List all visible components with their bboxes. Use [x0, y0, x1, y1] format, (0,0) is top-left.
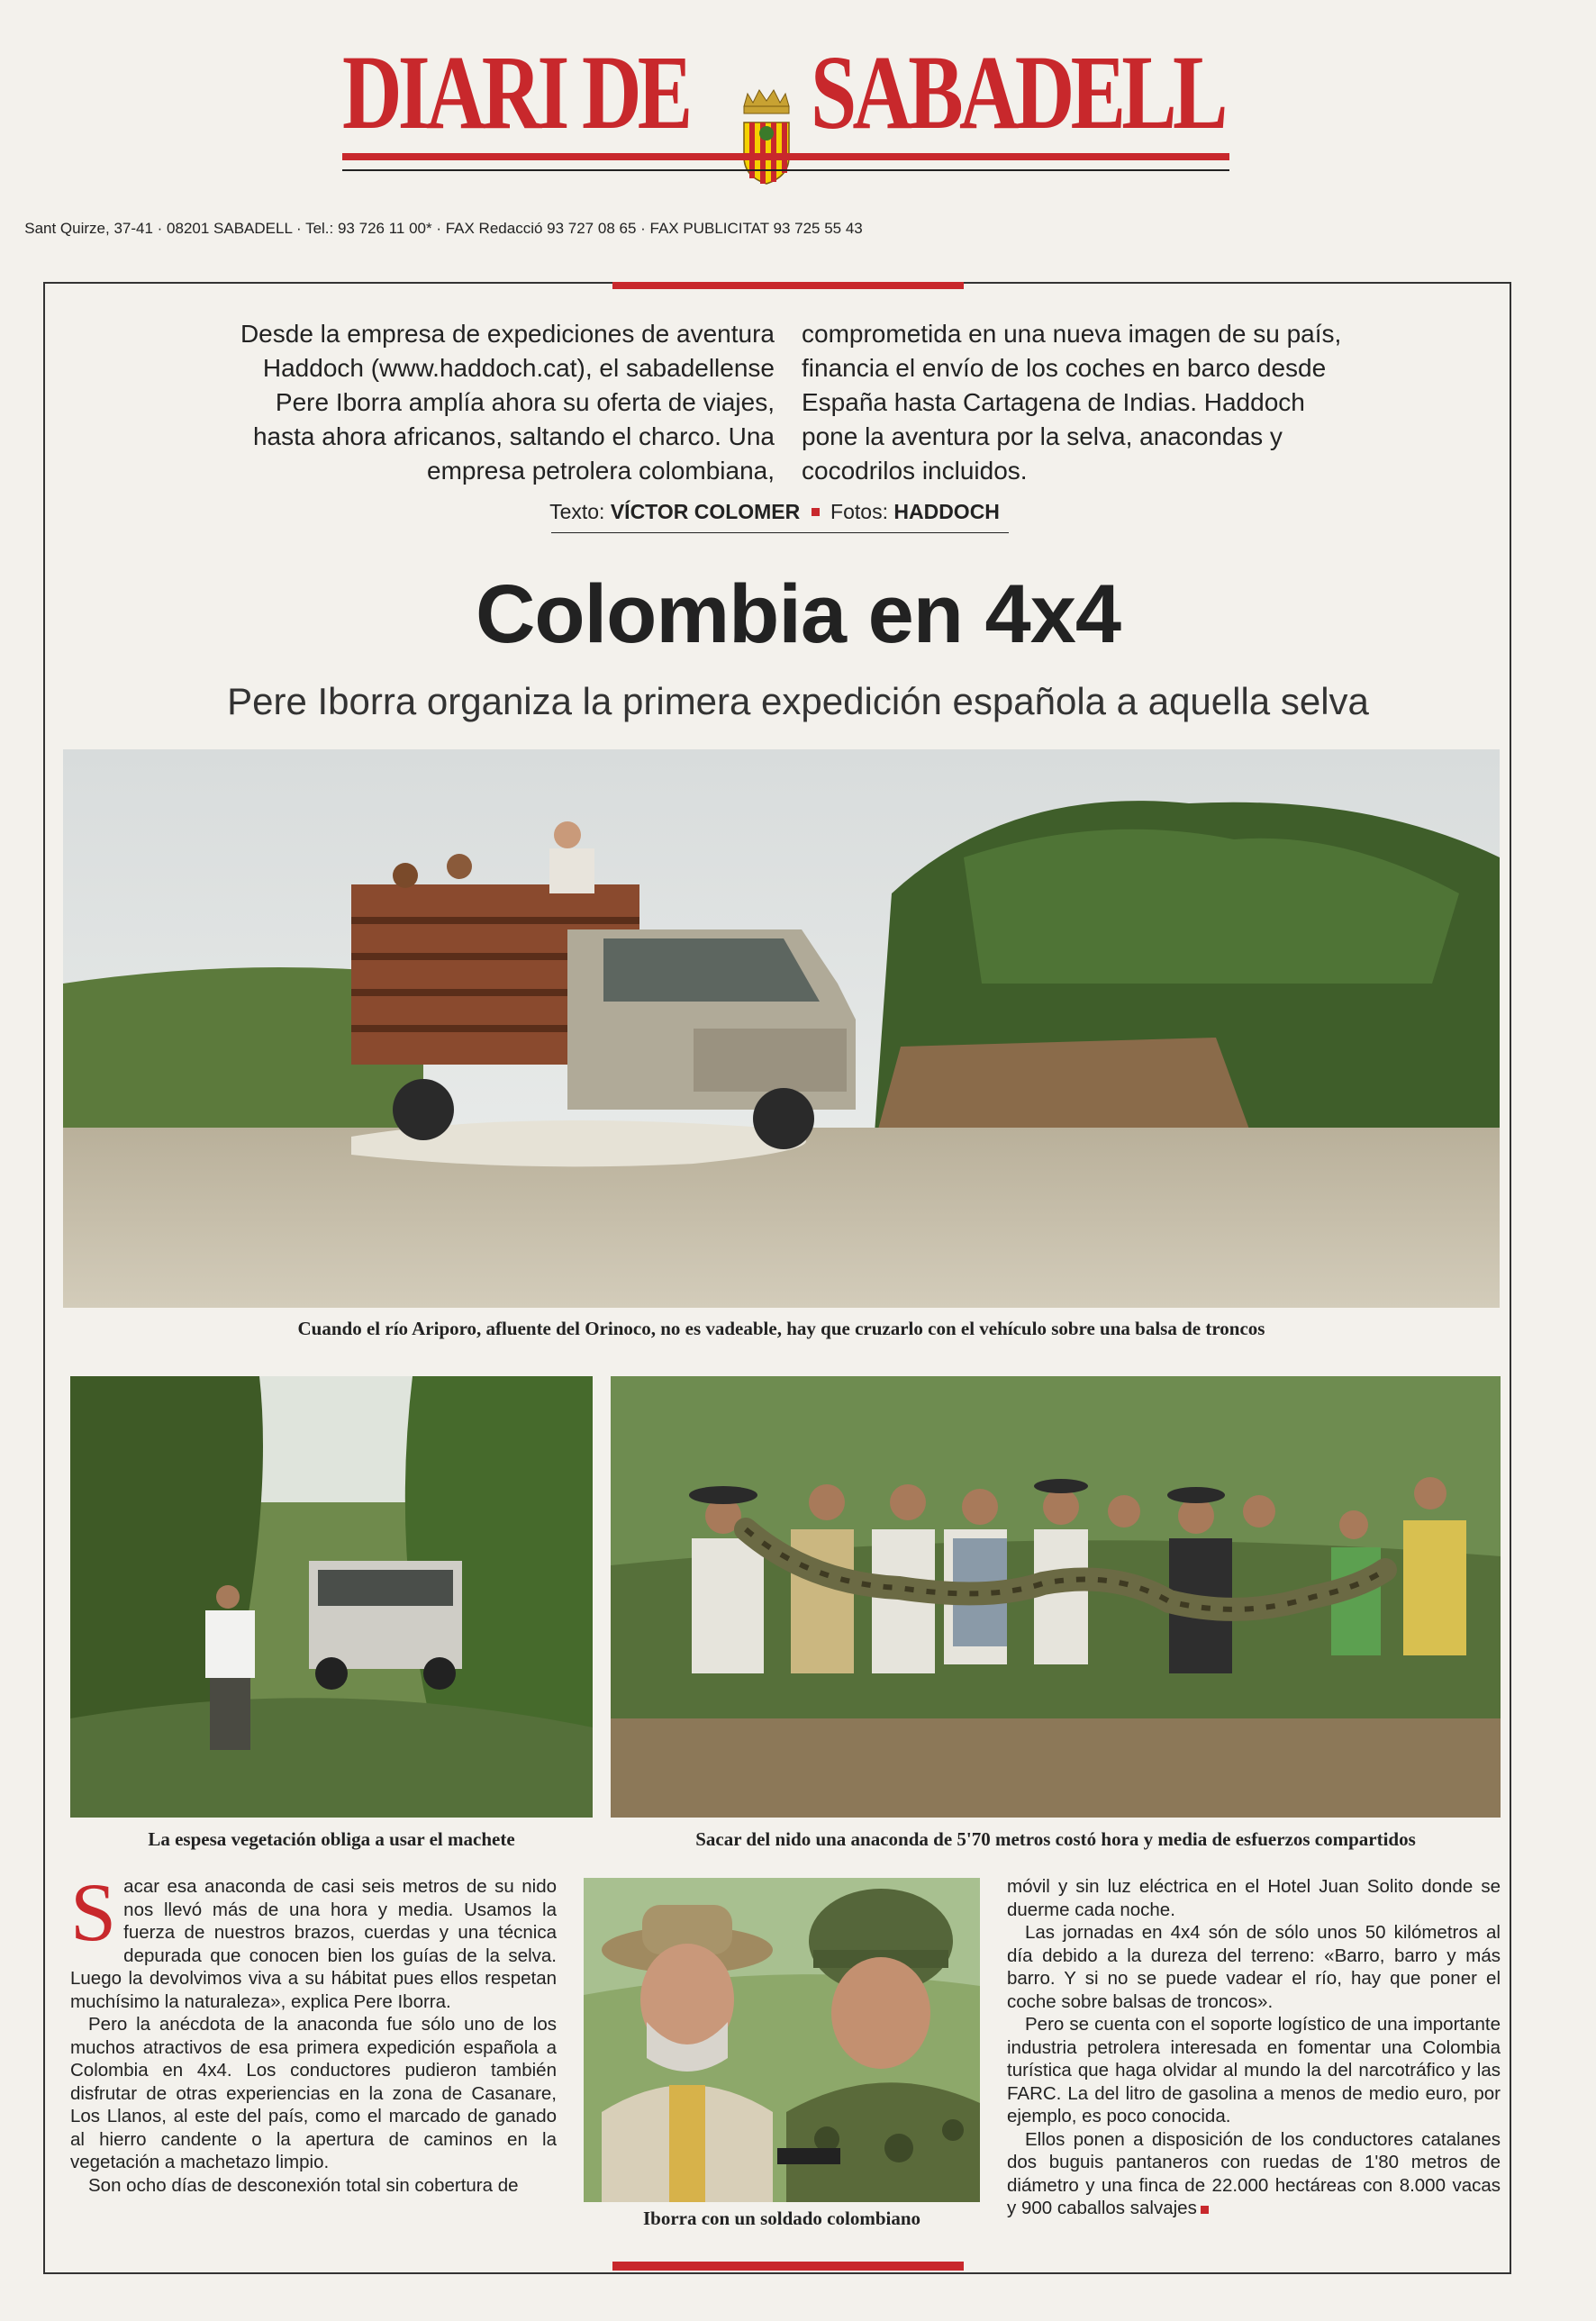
paragraph-text: Ellos ponen a disposición de los conductores catalanes dos buguis pantaneros con ruedas de 1'80 metros de diámetro y una finca de 22.000 hectáreas con 8.000 vacas y 900 caballos salvajes: [1007, 2128, 1501, 2218]
paragraph: Las jornadas en 4x4 són de sólo unos 50 kilómetros al día debido a la dureza del terreno: «Barro, barro y más barro. Y si no se puede vadear el río, hay que poner el coche sobre balsas de troncos».: [1007, 1922, 1501, 2012]
logo-word-diari-de: DIARI DE: [342, 33, 689, 151]
intro-column-right: comprometida en una nueva imagen de su país, financia el envío de los coches en barco desde España hasta Cartagena de Indias. Haddoch pone la aventura por la selva, anacondas y cocodrilos incluidos.: [802, 320, 1342, 485]
paragraph: Pero se cuenta con el soporte logístico de una importante industria petrolera interesada en fomentar una Colombia turística que haga olvidar al mundo la del narcotráfico y las FARC. La del litro de gasolina a menos de medio euro, por ejemplo, es poco conocida.: [1007, 2014, 1501, 2126]
frame-bottom-accent: [612, 2262, 964, 2271]
article-body-left: [70, 1866, 557, 2197]
logo-word-sabadell: SABADELL: [811, 33, 1224, 151]
photo-dense-vegetation: [70, 1376, 593, 1818]
text-credit-label: Texto:: [549, 500, 605, 523]
caption-dense-vegetation: La espesa vegetación obliga a usar el machete: [148, 1828, 515, 1850]
subheadline: Pere Iborra organiza la primera expedición española a aquella selva: [227, 680, 1369, 722]
photo-credit-author: HADDOCH: [893, 500, 1000, 523]
paragraph: Pero la anécdota de la anaconda fue sólo uno de los muchos atractivos de esa primera expedición española a Colombia en 4x4. Los conductores pudieron también disfrutar de otras experiencias en la zona de Casanare, Los Llanos, al este del país, como el marcado de ganado al hierro candente o la apertura de caminos en la vegetación a machetazo limpio.: [70, 2014, 557, 2172]
caption-river-crossing: Cuando el río Ariporo, afluente del Orinoco, no es vadeable, hay que cruzarlo con el vehículo sobre una balsa de troncos: [297, 1318, 1265, 1339]
text-credit-author: VÍCTOR COLOMER: [610, 500, 801, 523]
end-mark-icon: [1201, 2206, 1209, 2214]
caption-anaconda-capture: Sacar del nido una anaconda de 5'70 metros costó hora y media de esfuerzos compartidos: [695, 1828, 1416, 1850]
paragraph: [1007, 2128, 1501, 2220]
intro-column-left: Desde la empresa de expediciones de aventura Haddoch (www.haddoch.cat), el sabadellense Pere Iborra amplía ahora su oferta de viajes, hasta ahora africanos, saltando el charco. Una empresa petrolera colombiana,: [240, 320, 775, 485]
contact-address: Sant Quirze, 37-41 · 08201 SABADELL · Tel.: 93 726 11 00* · FAX Redacció 93 727 08 65 · FAX PUBLICITAT 93 725 55 43: [24, 220, 863, 237]
byline-separator-icon: [812, 508, 820, 516]
photo-credit-label: Fotos:: [830, 500, 888, 523]
paragraph: [70, 1866, 557, 2013]
headline: Colombia en 4x4: [475, 568, 1121, 660]
paragraph: móvil y sin luz eléctrica en el Hotel Juan Solito donde se duerme cada noche.: [1007, 1876, 1501, 1920]
article-body-right: [1007, 1875, 1501, 2220]
byline-rule: [551, 532, 1009, 533]
masthead-red-rule: [342, 153, 1229, 160]
byline: [540, 500, 1009, 524]
paragraph-text: acar esa anaconda de casi seis metros de su nido nos llevó más de una hora y media. Usamos la fuerza de nuestros brazos, cuerdas y una técnica depurada que conocen bien los guías de la selva. Luego la devolvimos viva a su hábitat pues ellos respetan muchísimo la naturaleza», explica Pere Iborra.: [70, 1876, 557, 2012]
paragraph: Son ocho días de desconexión total sin cobertura de: [88, 2174, 519, 2196]
photo-iborra-soldier: [584, 1878, 980, 2202]
masthead: [342, 34, 1229, 187]
photo-river-crossing: [63, 749, 1500, 1308]
masthead-thin-rule: [342, 169, 1229, 171]
frame-top-accent: [612, 282, 964, 289]
caption-iborra-soldier: Iborra con un soldado colombiano: [642, 2208, 921, 2229]
drop-cap: S: [70, 1866, 117, 1958]
photo-anaconda-capture: [611, 1376, 1501, 1818]
